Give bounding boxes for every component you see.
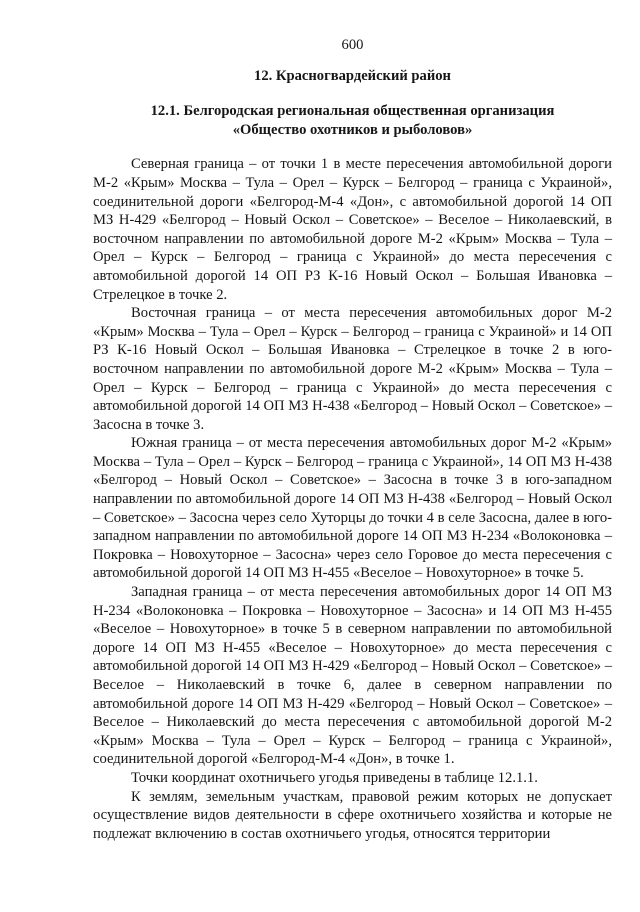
paragraph-coordinates-note: Точки координат охотничьего угодья приведены в таблице 12.1.1. [131, 769, 538, 786]
subsection-title-line1: 12.1. Белгородская региональная общественная организация [150, 103, 555, 120]
paragraph-south-border: Южная граница – от места пересечения автомобильных дорог М-2 «Крым» Москва – Тула – Орел – Курск – Белгород – граница с Украиной», 14 ОП МЗ Н-438 «Белгород – Новый Оскол – Советское» – Засосна в точке 3 в юго-западном направлении по автомобильной дороге 14 ОП МЗ Н-438 «Белгород – Новый Оскол – Советское» – Засосна через село Хуторцы до точки 4 в селе Засосна, далее в юго-западном направлении по автомобильной дороге 14 ОП МЗ Н-234 «Волоконовка – Покровка – Новохуторное – Засосна» через село Горовое до места пересечения с автомобильной дорогой 14 ОП МЗ Н-455 «Веселое – Новохуторное» в точке 5. [93, 435, 612, 582]
page-number: 600 [341, 37, 364, 53]
paragraph-excluded-lands: К землям, земельным участкам, правовой режим которых не допускает осуществление видов деятельности в сфере охотничьего хозяйства и которые не подлежат включению в состав охотничьего угодья, относятся территории [93, 788, 612, 842]
paragraph-east-border: Восточная граница – от места пересечения автомобильных дорог М-2 «Крым» Москва – Тула – Орел – Курск – Белгород – граница с Украиной» и 14 ОП РЗ К-16 Новый Оскол – Большая Ивановка – Стрелецкое в точке 2 в юго-восточном направлении по автомобильной дороге М-2 «Крым» Москва – Тула – Орел – Курск – Белгород – граница с Украиной» до места пересечения с автомобильной дорогой 14 ОП МЗ Н-438 «Белгород – Новый Оскол – Советское» – Засосна в точке 3. [93, 305, 612, 433]
paragraph-west-border: Западная граница – от места пересечения автомобильных дорог 14 ОП МЗ Н-234 «Волоконовка – Покровка – Новохуторное – Засосна» и 14 ОП МЗ Н-455 «Веселое – Новохуторное» в точке 5 в северном направлении по автомобильной дороге 14 ОП МЗ Н-455 «Веселое – Новохуторное» до места пересечения с автомобильной дорогой 14 ОП МЗ Н-429 «Белгород – Новый Оскол – Советское» – Веселое – Николаевский в точке 6, далее в северном направлении по автомобильной дороге 14 ОП МЗ Н-429 «Белгород – Новый Оскол – Советское» – Веселое – Николаевский до места пересечения с автомобильной дорогой М-2 «Крым» Москва – Тула – Орел – Курск – Белгород – граница с Украиной», соединительной дорогой «Белгород-М-4 «Дон», в точке 1. [93, 584, 612, 768]
subsection-title [93, 102, 612, 139]
section-title: 12. Красногвардейский район [254, 67, 451, 84]
subsection-title-line2: «Общество охотников и рыболовов» [232, 121, 473, 138]
paragraph-north-border: Северная граница – от точки 1 в месте пересечения автомобильной дороги М-2 «Крым» Москва – Тула – Орел – Курск – Белгород – граница с Украиной», соединительной дороги «Белгород-М-4 «Дон», с автомобильной дорогой 14 ОП МЗ Н-429 «Белгород – Новый Оскол – Советское» – Веселое – Николаевский, в восточном направлении по автомобильной дороге М-2 «Крым» Москва – Тула – Орел – Курск – Белгород – граница с Украиной» до места пересечения с автомобильной дорогой 14 ОП РЗ К-16 Новый Оскол – Большая Ивановка – Стрелецкое в точке 2. [93, 156, 612, 303]
